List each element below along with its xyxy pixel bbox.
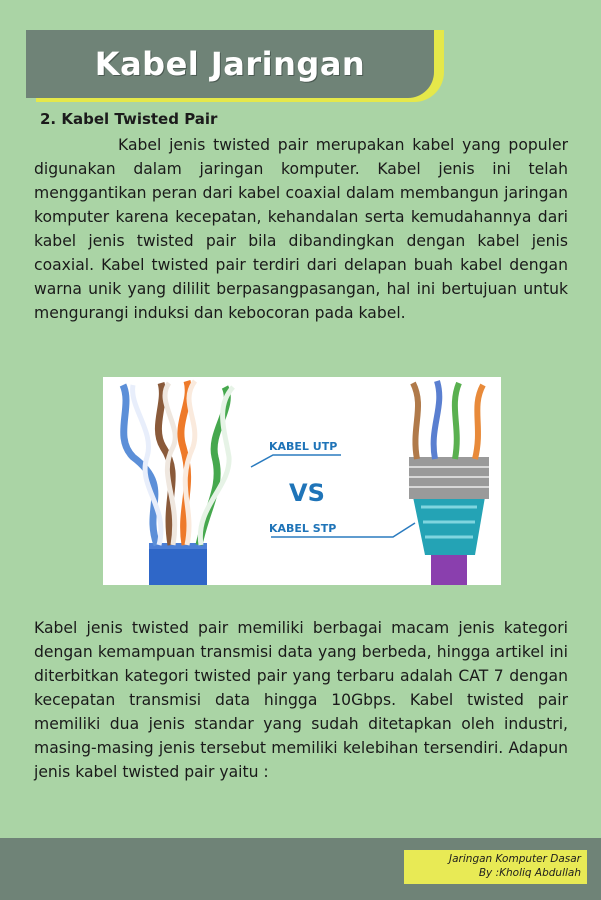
stp-wire-blue [434, 381, 440, 459]
footer-author: By :Kholiq Abdullah [478, 867, 581, 879]
page-title: Kabel Jaringan [94, 45, 366, 83]
stp-jacket [431, 553, 467, 585]
label-utp: KABEL UTP [269, 440, 338, 453]
utp-jacket [149, 545, 207, 585]
label-stp: KABEL STP [269, 522, 337, 535]
cable-illustration [103, 377, 501, 585]
section-heading: 2. Kabel Twisted Pair [40, 110, 218, 128]
stp-wire-green [455, 383, 459, 459]
title-banner [26, 30, 434, 98]
utp-pointer-line [251, 455, 341, 467]
label-vs: VS [289, 479, 325, 507]
footer-course-title: Jaringan Komputer Dasar [449, 853, 581, 865]
stp-wire-brown [413, 383, 418, 459]
stp-wire-orange [475, 385, 483, 459]
footer-credit [404, 850, 587, 884]
paragraph-intro: Kabel jenis twisted pair merupakan kabel yang populer digunakan dalam jaringan komputer. Kabel jenis ini telah menggantikan peran dari kabel coaxial dalam membangun jaringan komputer karena kecepatan, kehandalan serta kemudahannya dari kabel jenis twisted pair bila dibandingkan dengan kabel jenis coaxial. Kabel twisted pair terdiri dari delapan buah kabel dengan warna unik yang dililit berpasangpasangan, hal ini bertujuan untuk mengurangi induksi dan kebocoran pada kabel. [34, 136, 568, 322]
utp-wire-blue [123, 385, 157, 545]
paragraph-categories: Kabel jenis twisted pair memiliki berbagai macam jenis kategori dengan kemampuan transmisi data yang berbeda, hingga artikel ini diterbitkan kategori twisted pair yang terbaru adalah CAT 7 dengan kecepatan transmisi data hingga 10Gbps. Kabel twisted pair memiliki dua jenis standar yang sudah ditetapkan oleh industri, masing-masing jenis tersebut memiliki kelebihan tersendiri. Adapun jenis kabel twisted pair yaitu : [34, 619, 568, 781]
utp-vs-stp-figure [103, 377, 501, 585]
